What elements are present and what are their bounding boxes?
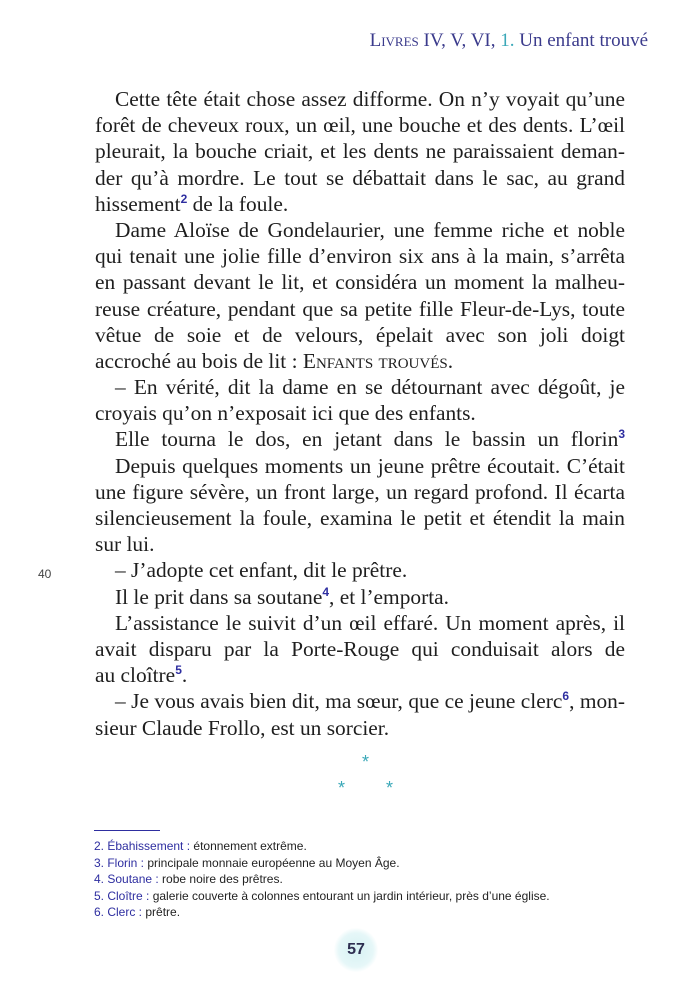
text-run: croyais qu’on n’exposait ici que des enfants. xyxy=(95,401,476,426)
text-run: vêtue de soie et de velours, épelait avec son joli doigt xyxy=(95,322,625,347)
page-number: 57 xyxy=(334,928,378,972)
chapter-title: Un enfant trouvé xyxy=(519,30,648,51)
running-header xyxy=(370,30,648,52)
footnote-ref[interactable]: 2 xyxy=(180,191,188,206)
text-run: reuse créature, pendant que sa petite fille Fleur-de-Lys, toute xyxy=(95,296,625,321)
text-line xyxy=(95,217,625,243)
text-run: – En vérité, dit la dame en se détournant avec dégoût, je xyxy=(115,375,625,400)
text-line xyxy=(95,531,625,557)
text-run: sieur Claude Frollo, est un sorcier. xyxy=(95,715,390,740)
text-line xyxy=(95,243,625,269)
text-run: de la foule. xyxy=(187,191,289,216)
footnote-term: 4. Soutane : xyxy=(94,872,159,886)
text-line xyxy=(95,505,625,531)
text-run: qui tenait une jolie fille d’environ six ans à la main, s’arrêta xyxy=(95,244,625,269)
asterism-star: * xyxy=(338,778,346,798)
footnote-ref[interactable]: 3 xyxy=(618,427,625,442)
body-text xyxy=(38,86,625,741)
chapter-number: 1. xyxy=(500,30,515,51)
text-run: accroché au bois de lit : xyxy=(95,348,303,373)
footnote-term: 3. Florin : xyxy=(94,855,145,870)
text-line xyxy=(95,165,625,191)
text-line xyxy=(95,374,625,400)
text-run: L’assistance le suivit d’un œil effaré. Un moment après, il xyxy=(115,610,625,635)
text-run: , et l’emporta. xyxy=(329,584,449,609)
text-run: avait disparu par la Porte-Rouge qui conduisait alors de xyxy=(95,636,625,661)
text-line xyxy=(95,610,625,636)
text-line xyxy=(95,296,625,322)
footnote-term: 6. Clerc : xyxy=(94,905,143,919)
small-caps-text: Enfants trouvés xyxy=(302,348,448,373)
asterism-star: * xyxy=(362,752,370,772)
text-line xyxy=(95,400,625,426)
footnote-definition: prêtre. xyxy=(142,905,181,919)
text-line xyxy=(95,453,625,479)
footnote-ref[interactable]: 6 xyxy=(562,689,570,704)
text-line xyxy=(95,715,625,741)
text-run: , mon- xyxy=(569,689,625,714)
text-run: – J’adopte cet enfant, dit le prêtre. xyxy=(115,558,408,583)
text-run: hissement xyxy=(95,191,181,216)
text-line xyxy=(95,479,625,505)
footnote-term: 2. Ébahissement : xyxy=(94,839,191,853)
text-run: Elle tourna le dos, en jetant dans le bassin un florin xyxy=(115,427,619,452)
text-line xyxy=(95,662,625,688)
text-run: au cloître xyxy=(95,663,176,688)
text-run: silencieusement la foule, examina le petit et étendit la main xyxy=(95,506,625,530)
footnote-ref[interactable]: 4 xyxy=(322,584,330,599)
text-run: en passant devant le lit, et considéra un moment la malheu- xyxy=(95,270,625,295)
footnote-rule xyxy=(94,830,160,831)
text-run: Cette tête était chose assez difforme. On n’y voyait qu’une xyxy=(115,87,625,111)
text-line xyxy=(95,138,625,164)
text-run: . xyxy=(447,348,454,373)
text-run: forêt de cheveux roux, un œil, une bouche et des dents. L’œil xyxy=(95,113,625,138)
footnote-definition: galerie couverte à colonnes entourant un jardin intérieur, près d’une église. xyxy=(149,888,550,903)
text-line xyxy=(95,688,625,714)
text-run: der qu’à mordre. Le tout se débattait dans le sac, au grand xyxy=(95,165,625,190)
text-run: Dame Aloïse de Gondelaurier, une femme riche et noble xyxy=(115,217,625,242)
text-run: . xyxy=(181,663,188,688)
text-run: une figure sévère, un front large, un regard profond. Il écarta xyxy=(95,479,625,504)
footnote-term: 5. Cloître : xyxy=(94,888,150,903)
asterism-star: * xyxy=(386,778,394,798)
footnote xyxy=(94,888,654,905)
text-run: sur lui. xyxy=(95,532,155,557)
text-line xyxy=(95,636,625,662)
footnote-definition: robe noire des prêtres. xyxy=(158,872,283,886)
text-line xyxy=(95,86,625,112)
text-line xyxy=(38,557,625,583)
text-line xyxy=(95,426,625,452)
book-label: Livres IV, V, VI, xyxy=(369,30,496,51)
text-run: Il le prit dans sa soutane xyxy=(115,584,323,609)
text-line xyxy=(95,348,625,374)
text-line xyxy=(95,269,625,295)
text-run: pleurait, la bouche criait, et les dents ne paraissaient deman- xyxy=(95,139,625,164)
line-number: 40 xyxy=(38,567,52,582)
footnote-ref[interactable]: 5 xyxy=(175,663,182,678)
text-line xyxy=(95,584,625,610)
footnotes xyxy=(94,838,654,921)
footnote-definition: principale monnaie européenne au Moyen Âge. xyxy=(144,855,400,870)
text-run: – Je vous avais bien dit, ma sœur, que ce jeune clerc xyxy=(115,689,563,714)
text-run: Depuis quelques moments un jeune prêtre écoutait. C’était xyxy=(115,453,625,478)
text-line xyxy=(95,322,625,348)
text-line xyxy=(95,191,625,217)
footnote xyxy=(94,855,654,872)
footnote xyxy=(94,871,654,888)
footnote xyxy=(94,904,654,921)
text-line xyxy=(95,112,625,138)
footnote-definition: étonnement extrême. xyxy=(190,839,307,853)
footnote xyxy=(94,838,654,855)
